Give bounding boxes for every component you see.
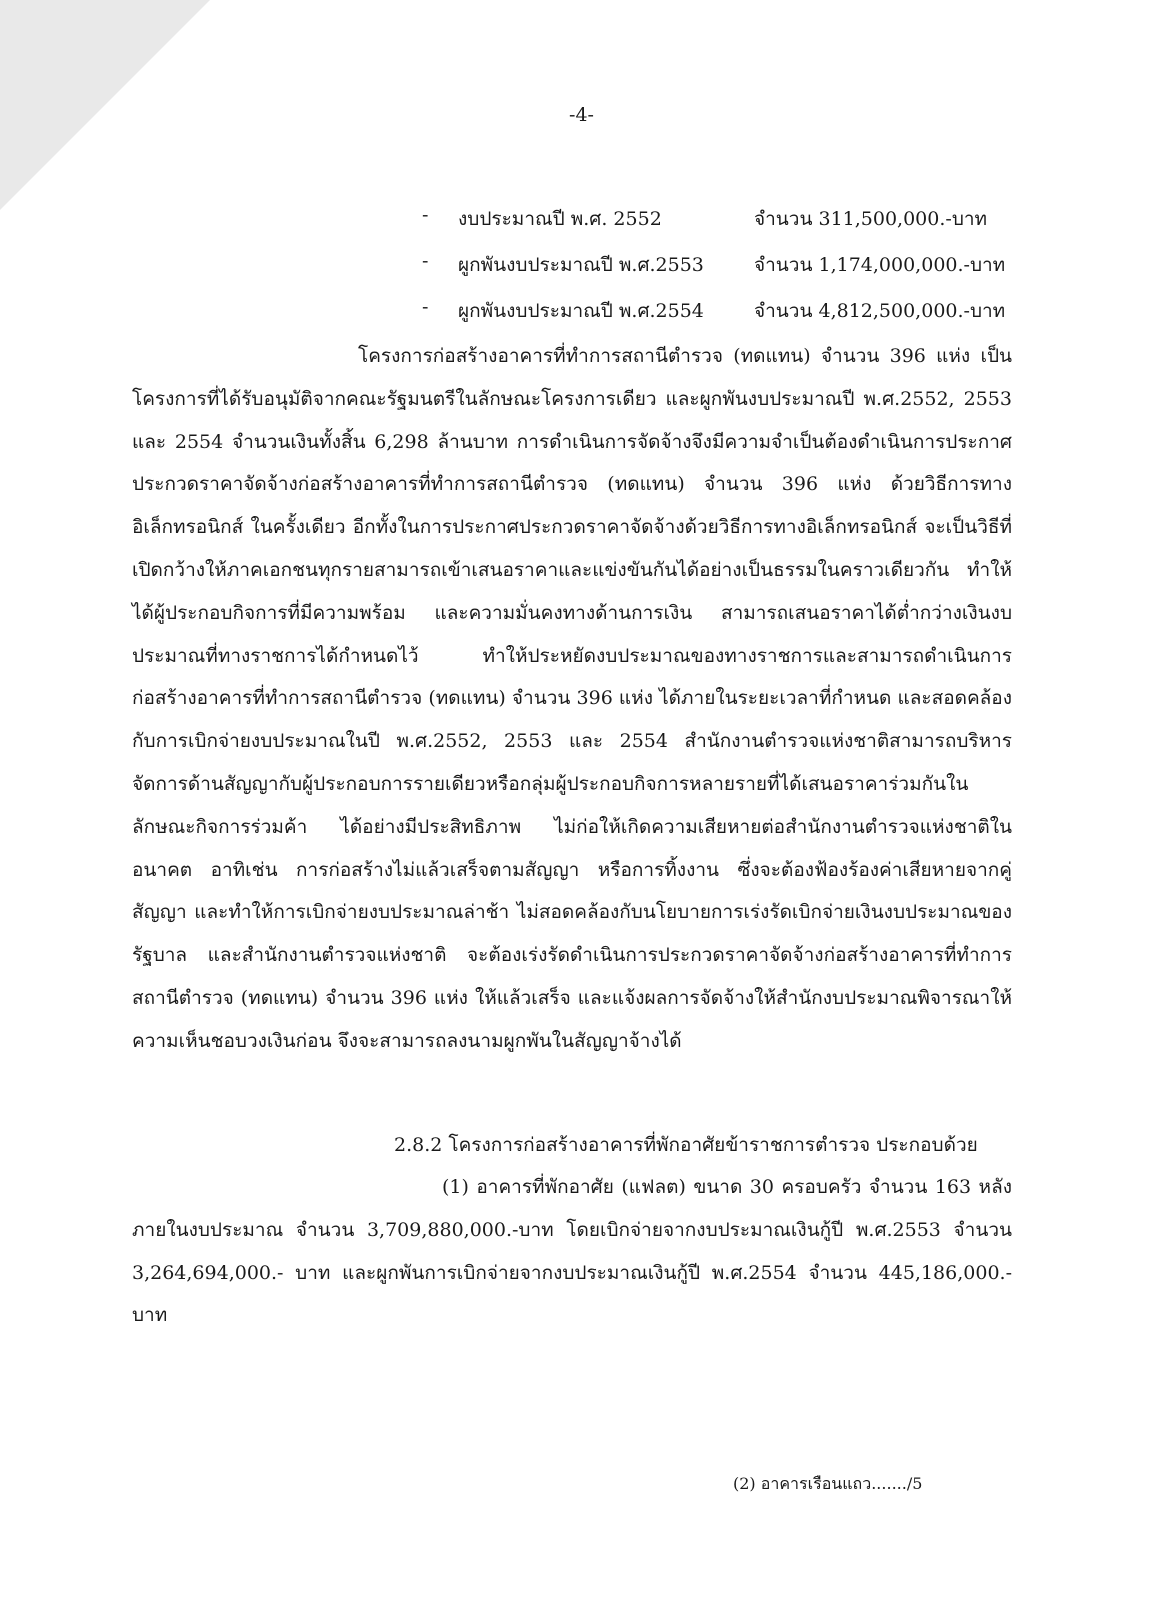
budget-amount: จำนวน 4,812,500,000.-บาท bbox=[754, 300, 1006, 322]
budget-amount: จำนวน 1,174,000,000.-บาท bbox=[754, 254, 1006, 276]
paragraph-police-station-project: โครงการก่อสร้างอาคารที่ทำการสถานีตำรวจ (ทดแทน) จำนวน 396 แห่ง เป็นโครงการที่ได้รับอนุมัติจากคณะรัฐมนตรีในลักษณะโครงการเดียว และผูกพันงบประมาณปี พ.ศ.2552, 2553 และ 2554 จำนวนเงินทั้งสิ้น 6,298 ล้านบาท การดำเนินการจัดจ้างจึงมีความจำเป็นต้องดำเนินการประกาศประกวดราคาจัดจ้างก่อสร้างอาคารที่ทำการสถานีตำรวจ (ทดแทน) จำนวน 396 แห่ง ด้วยวิธีการทางอิเล็กทรอนิกส์ ในครั้งเดียว อีกทั้งในการประกาศประกวดราคาจัดจ้างด้วยวิธีการทางอิเล็กทรอนิกส์ จะเป็นวิธีที่เปิดกว้างให้ภาคเอกชนทุกรายสามารถเข้าเสนอราคาและแข่งขันกันได้อย่างเป็นธรรมในคราวเดียวกัน ทำให้ได้ผู้ประกอบกิจการที่มีความพร้อม และความมั่นคงทางด้านการเงิน สามารถเสนอราคาได้ต่ำกว่างเงินงบประมาณที่ทางราชการได้กำหนดไว้ ทำให้ประหยัดงบประมาณของทางราชการและสามารถดำเนินการก่อสร้างอาคารที่ทำการสถานีตำรวจ (ทดแทน) จำนวน 396 แห่ง ได้ภายในระยะเวลาที่กำหนด และสอดคล้องกับการเบิกจ่ายงบประมาณในปี พ.ศ.2552, 2553 และ 2554 สำนักงานตำรวจแห่งชาติสามารถบริหารจัดการด้านสัญญากับผู้ประกอบการรายเดียวหรือกลุ่มผู้ประกอบกิจการหลายรายที่ได้เสนอราคาร่วมกันในลักษณะกิจการร่วมค้า ได้อย่างมีประสิทธิภาพ ไม่ก่อให้เกิดความเสียหายต่อสำนักงานตำรวจแห่งชาติในอนาคต อาทิเช่น การก่อสร้างไม่แล้วเสร็จตามสัญญา หรือการทิ้งงาน ซึ่งจะต้องฟ้องร้องค่าเสียหายจากคู่สัญญา และทำให้การเบิกจ่ายงบประมาณล่าช้า ไม่สอดคล้องกับนโยบายการเร่งรัดเบิกจ่ายเงินงบประมาณของรัฐบาล และสำนักงานตำรวจแห่งชาติ จะต้องเร่งรัดดำเนินการประกวดราคาจัดจ้างก่อสร้างอาคารที่ทำการสถานีตำรวจ (ทดแทน) จำนวน 396 แห่ง ให้แล้วเสร็จ และแจ้งผลการจัดจ้างให้สำนักงบประมาณพิจารณาให้ความเห็นชอบวงเงินก่อน จึงจะสามารถลงนามผูกพันในสัญญาจ้างได้ bbox=[132, 345, 1012, 1052]
section-heading: 2.8.2 โครงการก่อสร้างอาคารที่พักอาศัยข้าราชการตำรวจ ประกอบด้วย bbox=[394, 1134, 978, 1156]
bullet-dash: - bbox=[422, 250, 429, 272]
continuation-note: (2) อาคารเรือนแถว......./5 bbox=[733, 1474, 923, 1493]
budget-line bbox=[422, 250, 1012, 286]
paragraph-flat-housing: (1) อาคารที่พักอาศัย (แฟลต) ขนาด 30 ครอบครัว จำนวน 163 หลัง ภายในงบประมาณ จำนวน 3,709,880,000.-บาท โดยเบิกจ่ายจากงบประมาณเงินกู้ปี พ.ศ.2553 จำนวน 3,264,694,000.- บาท และผูกพันการเบิกจ่ายจากงบประมาณเงินกู้ปี พ.ศ.2554 จำนวน 445,186,000.- บาท bbox=[132, 1176, 1012, 1327]
budget-line bbox=[422, 296, 1012, 332]
bullet-dash: - bbox=[422, 204, 429, 226]
budget-label: ผูกพันงบประมาณปี พ.ศ.2554 bbox=[458, 300, 704, 322]
budget-label: ผูกพันงบประมาณปี พ.ศ.2553 bbox=[458, 254, 704, 276]
budget-line bbox=[422, 204, 1012, 240]
page-number: -4- bbox=[569, 104, 594, 126]
budget-label: งบประมาณปี พ.ศ. 2552 bbox=[458, 208, 662, 230]
budget-amount: จำนวน 311,500,000.-บาท bbox=[754, 208, 988, 230]
bullet-dash: - bbox=[422, 296, 429, 318]
